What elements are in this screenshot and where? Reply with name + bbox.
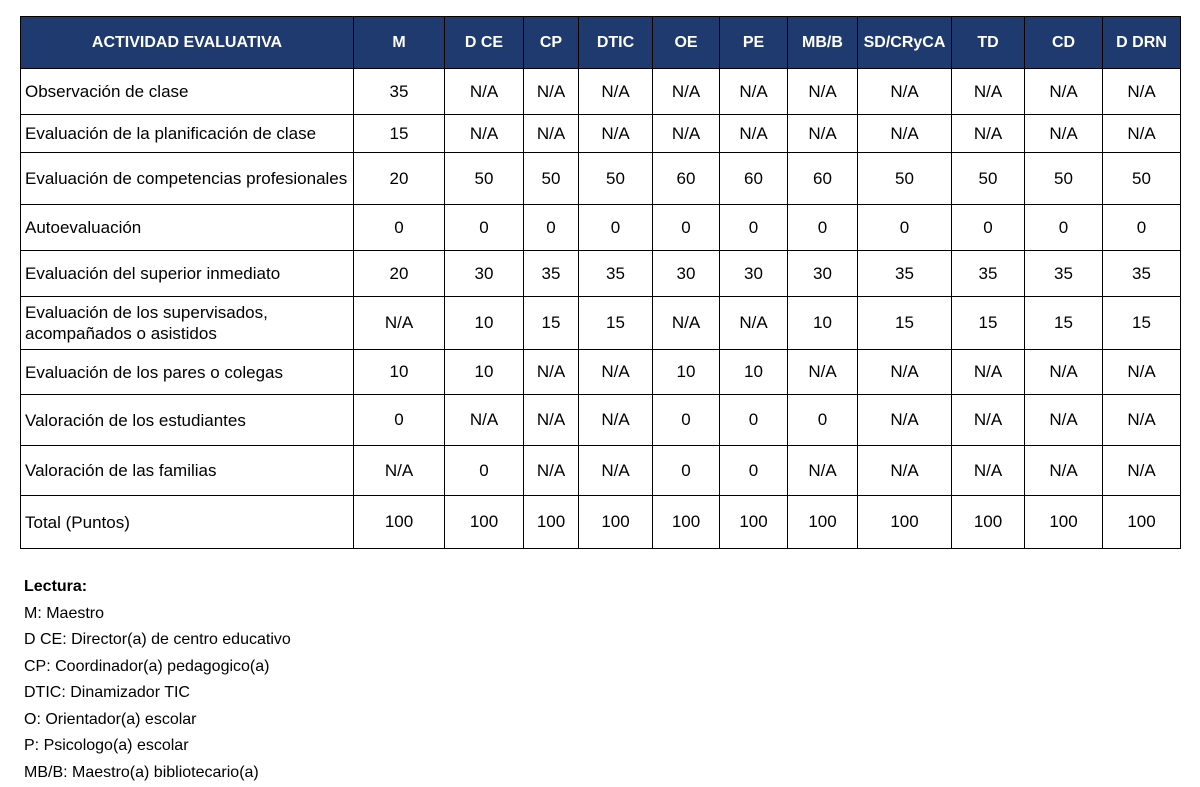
value-cell: N/A	[445, 115, 524, 153]
value-cell: N/A	[524, 69, 579, 115]
value-cell: N/A	[524, 395, 579, 446]
header-col: CD	[1025, 17, 1103, 69]
activity-cell: Valoración de las familias	[21, 446, 354, 496]
value-cell: N/A	[1103, 395, 1181, 446]
value-cell: 100	[579, 496, 653, 549]
value-cell: 10	[720, 350, 788, 395]
value-cell: 15	[579, 297, 653, 350]
value-cell: 50	[524, 153, 579, 205]
header-col: PE	[720, 17, 788, 69]
legend-item: O: Orientador(a) escolar	[24, 710, 197, 728]
header-col: D CE	[445, 17, 524, 69]
value-cell: N/A	[579, 350, 653, 395]
value-cell: 15	[354, 115, 445, 153]
legend-item: CP: Coordinador(a) pedagogico(a)	[24, 657, 270, 675]
value-cell: N/A	[1103, 69, 1181, 115]
activity-cell: Valoración de los estudiantes	[21, 395, 354, 446]
value-cell: 0	[579, 205, 653, 251]
header-col: D DRN	[1103, 17, 1181, 69]
value-cell: N/A	[1103, 115, 1181, 153]
value-cell: 50	[445, 153, 524, 205]
value-cell: N/A	[952, 115, 1025, 153]
evaluation-table	[20, 16, 1181, 549]
legend	[24, 574, 291, 786]
value-cell: N/A	[1025, 69, 1103, 115]
value-cell: 100	[858, 496, 952, 549]
legend-item: M: Maestro	[24, 604, 105, 622]
value-cell: 0	[445, 205, 524, 251]
value-cell: N/A	[720, 69, 788, 115]
header-col: DTIC	[579, 17, 653, 69]
value-cell: 0	[653, 395, 720, 446]
value-cell: 10	[788, 297, 858, 350]
value-cell: 0	[1025, 205, 1103, 251]
header-col: CP	[524, 17, 579, 69]
activity-cell: Evaluación del superior inmediato	[21, 251, 354, 297]
table-row	[21, 115, 1181, 153]
value-cell: N/A	[653, 115, 720, 153]
legend-item: DTIC: Dinamizador TIC	[24, 684, 190, 701]
value-cell: 0	[720, 205, 788, 251]
value-cell: N/A	[1103, 350, 1181, 395]
value-cell: 10	[445, 297, 524, 350]
legend-item: D CE: Director(a) de centro educativo	[24, 631, 291, 648]
value-cell: 0	[788, 395, 858, 446]
value-cell: 50	[1025, 153, 1103, 205]
value-cell: 35	[952, 251, 1025, 297]
value-cell: 50	[579, 153, 653, 205]
value-cell: 30	[788, 251, 858, 297]
value-cell: 100	[354, 496, 445, 549]
value-cell: 35	[354, 69, 445, 115]
value-cell: 100	[445, 496, 524, 549]
value-cell: N/A	[858, 69, 952, 115]
value-cell: N/A	[524, 115, 579, 153]
value-cell: 0	[952, 205, 1025, 251]
table-row	[21, 251, 1181, 297]
activity-cell: Evaluación de los supervisados, acompañados o asistidos	[21, 297, 354, 350]
value-cell: 100	[952, 496, 1025, 549]
activity-cell: Total (Puntos)	[21, 496, 354, 549]
value-cell: 30	[720, 251, 788, 297]
table-row	[21, 69, 1181, 115]
value-cell: 15	[858, 297, 952, 350]
value-cell: N/A	[445, 69, 524, 115]
value-cell: 0	[1103, 205, 1181, 251]
header-activity: ACTIVIDAD EVALUATIVA	[21, 17, 354, 69]
header-col: SD/CRyCA	[858, 17, 952, 69]
value-cell: 0	[720, 446, 788, 496]
activity-cell: Autoevaluación	[21, 205, 354, 251]
table-row	[21, 395, 1181, 446]
value-cell: N/A	[788, 69, 858, 115]
activity-cell: Evaluación de los pares o colegas	[21, 350, 354, 395]
value-cell: 60	[788, 153, 858, 205]
value-cell: 0	[653, 205, 720, 251]
value-cell: 100	[1025, 496, 1103, 549]
value-cell: 10	[354, 350, 445, 395]
value-cell: 35	[1103, 251, 1181, 297]
value-cell: 20	[354, 153, 445, 205]
value-cell: N/A	[952, 395, 1025, 446]
value-cell: N/A	[579, 446, 653, 496]
value-cell: 0	[445, 446, 524, 496]
value-cell: N/A	[952, 446, 1025, 496]
value-cell: 15	[1103, 297, 1181, 350]
activity-cell: Evaluación de competencias profesionales	[21, 153, 354, 205]
header-col: OE	[653, 17, 720, 69]
value-cell: N/A	[858, 446, 952, 496]
table-row	[21, 496, 1181, 549]
value-cell: N/A	[445, 395, 524, 446]
value-cell: 15	[1025, 297, 1103, 350]
value-cell: 100	[653, 496, 720, 549]
value-cell: N/A	[579, 115, 653, 153]
value-cell: N/A	[788, 350, 858, 395]
value-cell: N/A	[858, 115, 952, 153]
value-cell: 15	[952, 297, 1025, 350]
table-body	[21, 69, 1181, 549]
value-cell: 0	[653, 446, 720, 496]
table-row	[21, 350, 1181, 395]
value-cell: N/A	[1025, 350, 1103, 395]
value-cell: 50	[952, 153, 1025, 205]
header-col: M	[354, 17, 445, 69]
value-cell: 35	[1025, 251, 1103, 297]
value-cell: 100	[1103, 496, 1181, 549]
value-cell: N/A	[720, 115, 788, 153]
value-cell: 60	[653, 153, 720, 205]
value-cell: 50	[858, 153, 952, 205]
legend-title: Lectura:	[24, 578, 88, 595]
value-cell: 100	[524, 496, 579, 549]
table-row	[21, 446, 1181, 496]
value-cell: 20	[354, 251, 445, 297]
value-cell: 0	[354, 205, 445, 251]
table-row	[21, 153, 1181, 205]
value-cell: N/A	[720, 297, 788, 350]
value-cell: 0	[524, 205, 579, 251]
value-cell: N/A	[354, 297, 445, 350]
value-cell: N/A	[1025, 395, 1103, 446]
value-cell: N/A	[952, 350, 1025, 395]
value-cell: N/A	[1025, 115, 1103, 153]
header-col: TD	[952, 17, 1025, 69]
value-cell: N/A	[1103, 446, 1181, 496]
legend-item: MB/B: Maestro(a) bibliotecario(a)	[24, 763, 259, 781]
table-row	[21, 205, 1181, 251]
value-cell: N/A	[952, 69, 1025, 115]
value-cell: N/A	[653, 69, 720, 115]
value-cell: N/A	[858, 395, 952, 446]
value-cell: 10	[445, 350, 524, 395]
value-cell: N/A	[354, 446, 445, 496]
value-cell: 0	[720, 395, 788, 446]
value-cell: 100	[720, 496, 788, 549]
value-cell: 0	[354, 395, 445, 446]
value-cell: 0	[858, 205, 952, 251]
value-cell: 10	[653, 350, 720, 395]
value-cell: 35	[579, 251, 653, 297]
table-header-row	[21, 17, 1181, 69]
value-cell: 0	[788, 205, 858, 251]
value-cell: N/A	[579, 69, 653, 115]
value-cell: 50	[1103, 153, 1181, 205]
legend-item: P: Psicologo(a) escolar	[24, 737, 189, 754]
value-cell: N/A	[653, 297, 720, 350]
header-col: MB/B	[788, 17, 858, 69]
value-cell: N/A	[858, 350, 952, 395]
table-row	[21, 297, 1181, 350]
value-cell: 35	[524, 251, 579, 297]
value-cell: N/A	[524, 446, 579, 496]
activity-cell: Evaluación de la planificación de clase	[21, 115, 354, 153]
value-cell: 30	[445, 251, 524, 297]
value-cell: N/A	[788, 115, 858, 153]
activity-cell: Observación de clase	[21, 69, 354, 115]
value-cell: 15	[524, 297, 579, 350]
value-cell: 100	[788, 496, 858, 549]
value-cell: N/A	[1025, 446, 1103, 496]
value-cell: N/A	[788, 446, 858, 496]
value-cell: 35	[858, 251, 952, 297]
value-cell: 30	[653, 251, 720, 297]
legend-items	[24, 601, 291, 787]
value-cell: N/A	[579, 395, 653, 446]
value-cell: 60	[720, 153, 788, 205]
value-cell: N/A	[524, 350, 579, 395]
